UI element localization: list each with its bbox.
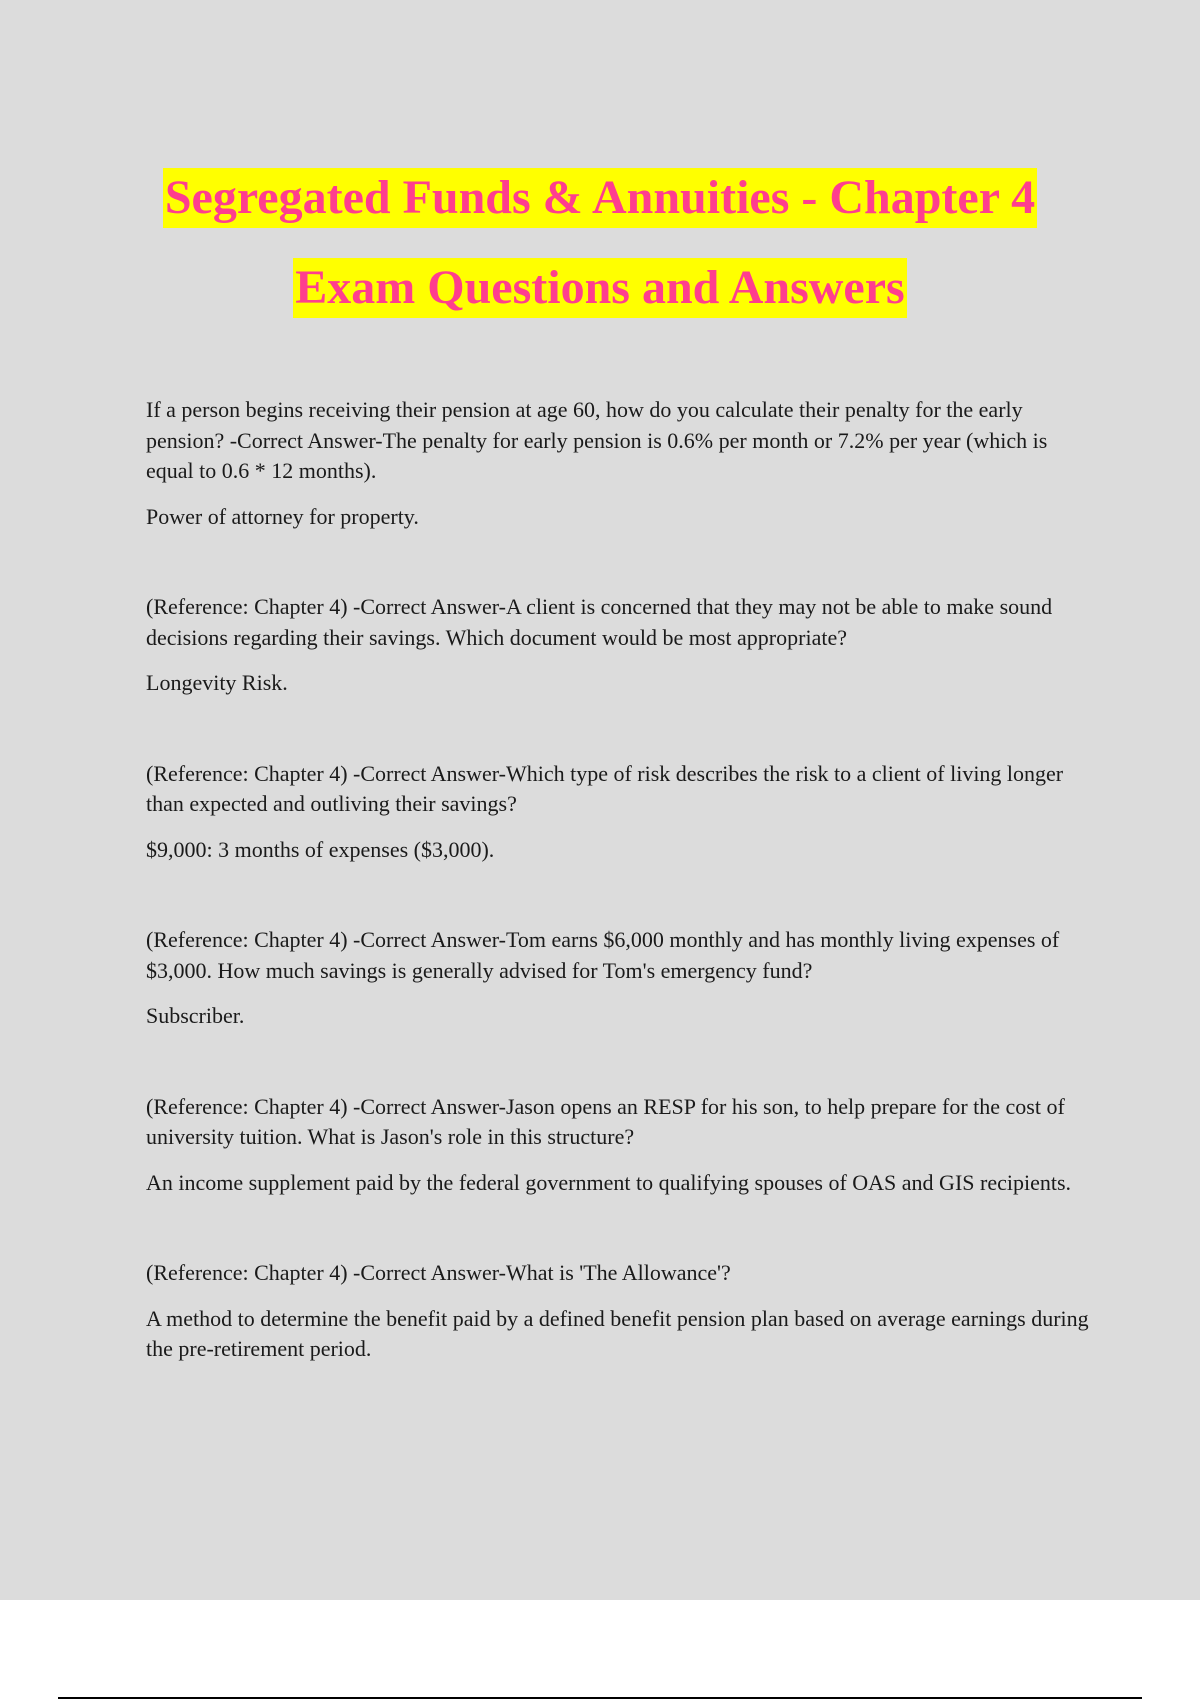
title-line-1: Segregated Funds & Annuities - Chapter 4 bbox=[163, 168, 1037, 228]
answer-paragraph: Power of attorney for property. bbox=[146, 503, 419, 529]
footer-divider bbox=[58, 1697, 1142, 1699]
question-paragraph: (Reference: Chapter 4) -Correct Answer-Jason opens an RESP for his son, to help prepare for the cost of university tuition. What is Jason's role in this structure? bbox=[146, 1093, 1065, 1149]
title-line-2: Exam Questions and Answers bbox=[293, 258, 906, 318]
question-paragraph: (Reference: Chapter 4) -Correct Answer-What is 'The Allowance'? bbox=[146, 1260, 731, 1285]
question-paragraph: (Reference: Chapter 4) -Correct Answer-A client is concerned that they may not be able to make sound decisions regarding their savings. Which document would be most appropriate? bbox=[146, 594, 1053, 650]
document-body bbox=[146, 395, 1096, 1365]
answer-paragraph: Longevity Risk. bbox=[146, 670, 288, 695]
answer-paragraph: An income supplement paid by the federal government to qualifying spouses of OAS and GIS recipients. bbox=[146, 1169, 1072, 1195]
answer-paragraph: A method to determine the benefit paid by a defined benefit pension plan based on average earnings during the pre-retirement period. bbox=[146, 1305, 1089, 1361]
answer-paragraph: Subscriber. bbox=[146, 1003, 245, 1028]
question-paragraph: If a person begins receiving their pension at age 60, how do you calculate their penalty for the early pension? -Correct Answer-The penalty for early pension is 0.6% per month or 7.2% per year (which is equal to 0.6 * 12 months). bbox=[146, 397, 1048, 483]
question-paragraph: (Reference: Chapter 4) -Correct Answer-Tom earns $6,000 monthly and has monthly living expenses of $3,000. How much savings is generally advised for Tom's emergency fund? bbox=[146, 927, 1060, 983]
question-paragraph: (Reference: Chapter 4) -Correct Answer-Which type of risk describes the risk to a client of living longer than expected and outliving their savings? bbox=[146, 760, 1064, 816]
answer-paragraph: $9,000: 3 months of expenses ($3,000). bbox=[146, 836, 495, 862]
document-title bbox=[0, 168, 1200, 318]
